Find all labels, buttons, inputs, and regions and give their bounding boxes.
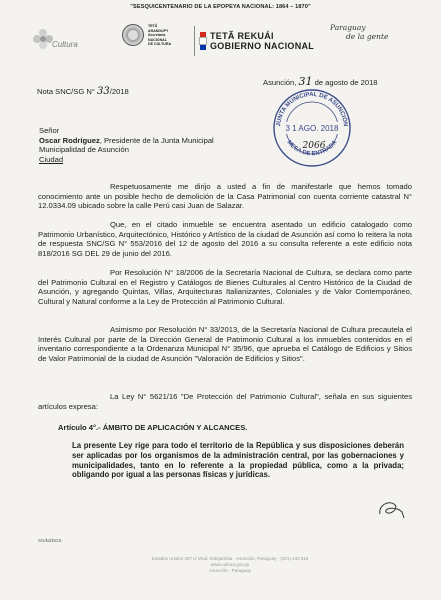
paragraph-1: Respetuosamente me dirijo a usted a fin de manifestarle que hemos tomado conocimiento ante un posible hecho de demolición de la Casa Patrimonial con cuenta corriente catastral N° 12.0334.09 ubicado sobre la calle Perú casi Juan de Salazar. [38, 182, 412, 211]
addressee-block: Señor Oscar Rodríguez, Presidente de la Junta Municipal Municipalidad de Asunción Ciudad [39, 126, 214, 164]
reception-stamp [270, 86, 354, 170]
note-number-handwritten: 33 [97, 86, 110, 97]
gobierno-nacional-logo: TETÃ REKUÁI GOBIERNO NACIONAL [210, 31, 315, 51]
motto-line: "SESQUICENTENARIO DE LA EPOPEYA NACIONAL: 1864 – 1870" [130, 4, 311, 10]
snc-seal-text: TETÃ ARANDUPY Secretaría NACIONAL DE CULTURA [148, 24, 172, 47]
national-seal-icon [122, 24, 144, 46]
cultura-logo [32, 26, 102, 56]
stamp-ring-top: JUNTA MUNICIPAL DE ASUNCIÓN [276, 91, 349, 127]
paragraph-3: Por Resolución N° 18/2006 de la Secretaría Nacional de Cultura, se declara como parte del Patrimonio Cultural en el Registro y Catálogos de Bienes Culturales al Centro Histórico de la Ciudad de Asunción, y agregando Quintas, Villas, Arquitecturas Italianizantes, Coloniales y de Valor Contemporáneo, Cultural y Natural conforme a la Ley de Protección al Patrimonio Cultural. [38, 268, 412, 306]
letterhead [24, 18, 424, 66]
flag-icon [200, 32, 206, 50]
paragraph-5: La Ley N° 5621/16 "De Protección del Patrimonio Cultural", señala en sus siguientes artículos expresa: [38, 392, 412, 411]
note-reference: Nota SNC/SG N° 33/2018 [37, 86, 129, 97]
paraguay-slogan: Paraguay de la gente [330, 23, 389, 41]
document-reference: SG/kd/DGS [38, 538, 62, 543]
stamp-ring-bottom: MESA DE ENTRADA [285, 139, 339, 158]
letter-footer: Estados Unidos 457 c/ Mcal. Estigarribia · Asunción, Paraguay · (021) 442 515 www.cultura.gov.py Asunción · Paraguay [151, 556, 309, 573]
cultura-logo-text: Cultura [52, 40, 78, 49]
stamp-number-handwritten: 2066 [302, 141, 326, 151]
addressee-name: Oscar Rodríguez [39, 135, 100, 145]
article-title: Artículo 4°.- ÁMBITO DE APLICACIÓN Y ALCANCES. [58, 423, 248, 432]
flower-icon [32, 28, 54, 50]
signature-mark [376, 496, 406, 522]
paragraph-2: Que, en el citado inmueble se encuentra asentado un edificio catalogado como Patrimonio Urbanístico, Arquitectónico, Histórico y Artístico de la ciudad de Asunción así como lo reitera la nota de respuesta SNC/SG N° 553/2016 del 12 de agosto del 2016 a su consulta referente a este edificio nota 818/2016 SG DEL 29 de junio del 2016. [38, 220, 412, 258]
article-body: La presente Ley rige para todo el territorio de la República y sus disposiciones deberán ser aplicadas por los organismos de la administración central, por las gobernaciones y municipalidades, tanto en lo referente a la propiedad pública, como a la privada; obligando por igual a las personas físicas y jurídicas. [72, 441, 404, 480]
date-day-handwritten: 31 [298, 75, 313, 88]
stamp-date: 3 1 AGO. 2018 [285, 124, 339, 133]
letter-date: Asunción, 31 de agosto de 2018 [263, 75, 378, 88]
header-divider [194, 26, 195, 56]
paragraph-4: Asimismo por Resolución N° 33/2013, de la Secretaría Nacional de Cultura precautela el Interés Cultural por parte de la Dirección General de Patrimonio Cultural a los inmuebles contenidos en el inventario correspondiente a la Ordenanza Municipal N° 35/96, que aprueba el Catálogo de Edificios y Sitios de Valor Patrimonial de la ciudad de Asunción "Valoración de Edificios y Sitios". [38, 325, 412, 363]
